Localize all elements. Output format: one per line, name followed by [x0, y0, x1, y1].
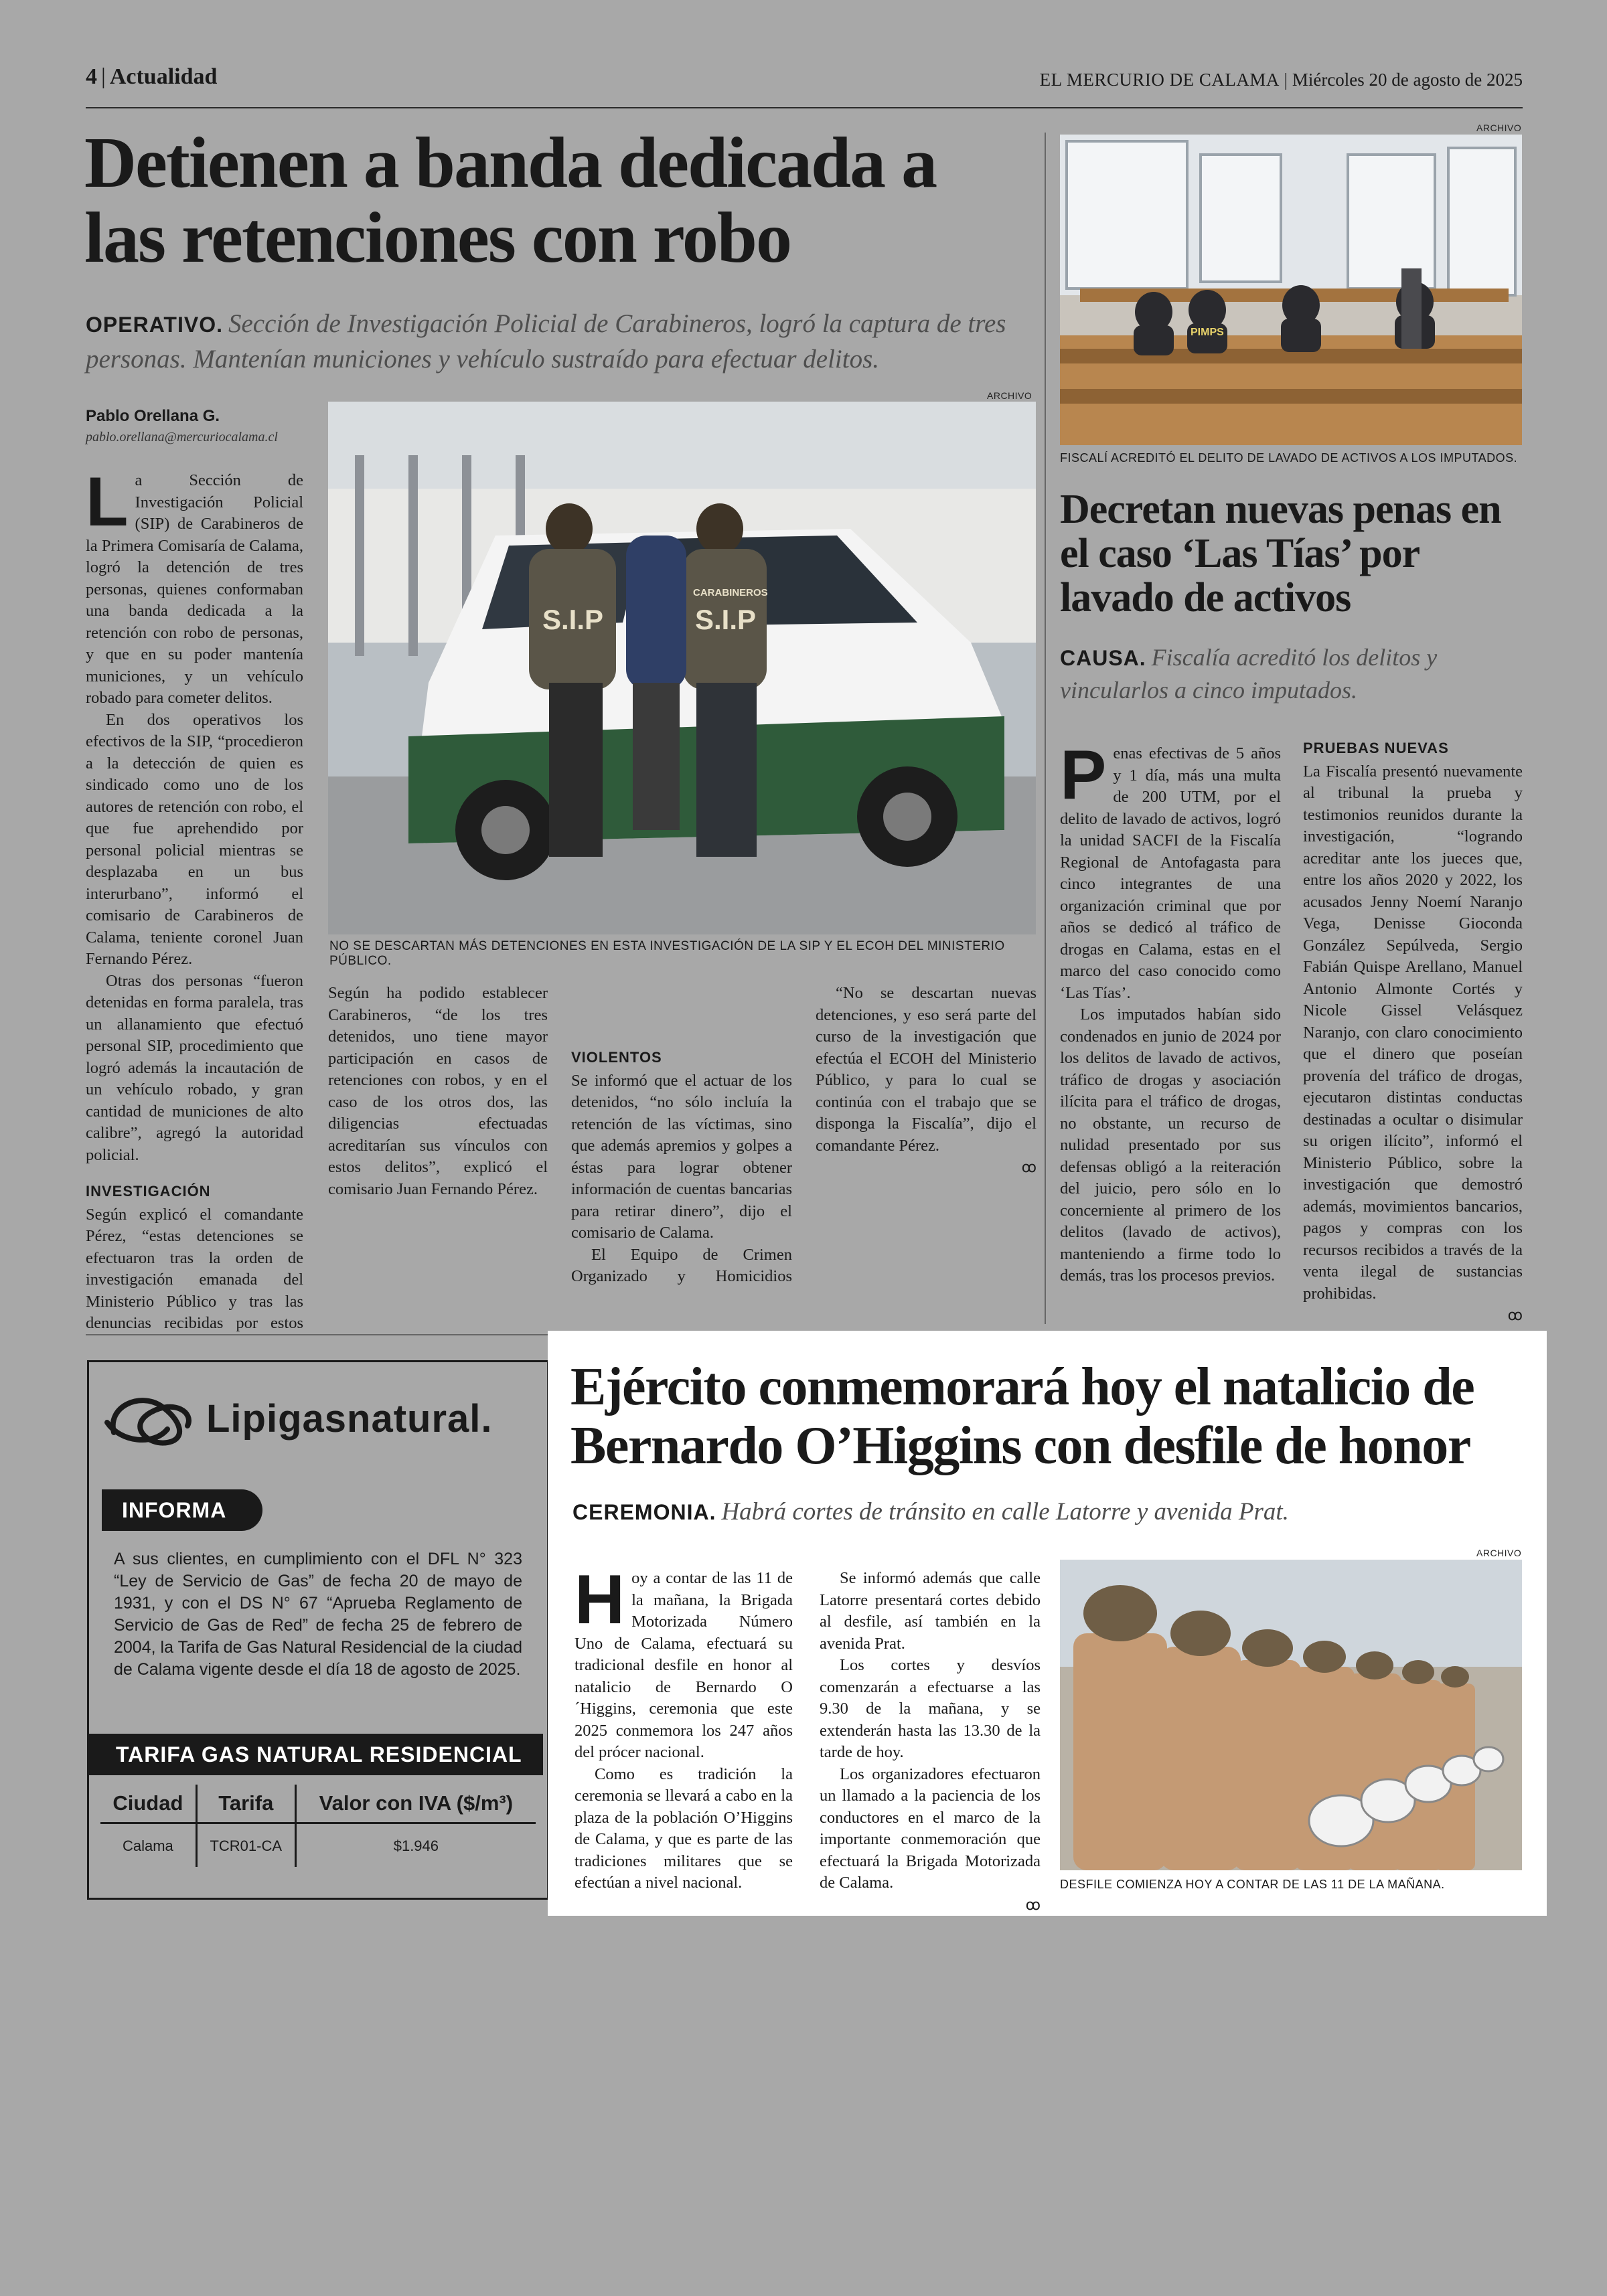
bottom-photo	[1060, 1560, 1522, 1870]
section-name: Actualidad	[109, 64, 218, 89]
side-photo-credit: ARCHIVO	[1476, 122, 1522, 133]
side-deck	[1060, 641, 1522, 706]
tariff-table	[100, 1785, 536, 1867]
bottom-paragraph-1: Hoy a contar de las 11 de la mañana, la Brigada Motorizada Número Uno de Calama, efectuará su tradicional desfile en honor al natalicio de Bernardo O´Higgins, ceremonia que este 2025 conmemora los 247 años del prócer nacional.	[575, 1561, 793, 1761]
main-subhead-investigacion: INVESTIGACIÓN	[86, 1183, 211, 1200]
page-number: 4	[86, 64, 97, 89]
side-photo	[1060, 135, 1522, 445]
issue-date: Miércoles 20 de agosto de 2025	[1292, 70, 1523, 90]
courtroom-photo-illustration	[1060, 135, 1522, 445]
photo-vest-small-label: CARABINEROS	[693, 587, 768, 598]
main-body-col-4	[816, 983, 1037, 1179]
tariff-city-cell: Calama	[122, 1837, 173, 1854]
main-headline: Detienen a banda dedicada a las retenciones con robo	[84, 123, 937, 278]
photo-vest-label: S.I.P	[542, 604, 604, 635]
side-body-col-1	[1060, 736, 1281, 1287]
main-paragraph-4: Según explicó el comandante Pérez, “estas detenciones se efectuaron tras la orden de investigación emanada del Ministerio Público y tras las denuncias recibidas por estos	[86, 1205, 303, 1332]
main-body-col-2	[328, 983, 548, 1200]
main-paragraph-2: En dos operativos los efectivos de la SIP, “procedieron a la detección de quien es sindicado como uno de los autores de retención con robo, el que fue aprehendido por personal policial mientras se desplazaba en un bus interurbano”, informó el comisario de Carabineros de Calama, teniente coronel Juan Fernando Pérez.	[86, 710, 303, 968]
main-subhead-violentos: VIOLENTOS	[571, 1049, 662, 1066]
main-paragraph-1: La Sección de Investigación Policial (SIP) de Carabineros de la Primera Comisaría de Calama, logró la detención de tres personas, quienes conformaban una banda dedicada a la retención con robo de personas, y que en su poder mantenía municiones, y un vehículo robado para cometer delitos.	[86, 463, 303, 707]
main-paragraph-5: Según ha podido establecer Carabineros, “de los tres detenidos, uno tiene mayor participación en casos de retenciones con robos, y en el caso de los otros dos, las diligencias efectuadas acreditarían sus vínculos con estos delitos”, explicó el comisario Juan Fernando Pérez.	[328, 984, 548, 1198]
side-kicker: CAUSA.	[1060, 646, 1146, 670]
tariff-header-rate: Tarifa	[196, 1785, 295, 1823]
main-body-col-3	[571, 983, 792, 1288]
tariff-header-city: Ciudad	[100, 1785, 196, 1823]
main-body-col-1	[86, 463, 303, 1334]
bottom-deck	[572, 1497, 1510, 1528]
side-paragraph-1: Penas efectivas de 5 años y 1 día, más una multa de 200 UTM, por el delito de lavado de activos, logró la unidad SACFI de la Fiscalía Regional de Antofagasta para cinco integrantes de una organización criminal que por años se dedicó al tráfico de drogas en Calama, estas en el marco del caso conocido como ‘Las Tías’.	[1060, 736, 1281, 1002]
side-paragraph-2: Los imputados habían sido condenados en junio de 2024 por los delitos de lavado de activos, tráfico de drogas y asociación ilícita para el tráfico de drogas, no obstante, un recurso de nulidad presentado por sus defensas obligó a la reiteración del juicio, pero sólo en lo concerniente al primero de los delitos (lavado de activos), manteniendo a firme todo lo demás, tras los procesos previos.	[1060, 1005, 1281, 1285]
page-header-section: 4 | Actualidad	[86, 64, 218, 89]
ad-tariff-title: TARIFA GAS NATURAL RESIDENCIAL	[89, 1734, 543, 1775]
bottom-photo-credit: ARCHIVO	[1476, 1548, 1522, 1558]
bottom-body-col-2	[820, 1568, 1041, 1916]
byline-email: pablo.orellana@mercuriocalama.cl	[86, 430, 278, 444]
lipigas-brand: Lipigasnatural.	[206, 1397, 493, 1441]
side-headline: Decretan nuevas penas en el caso ‘Las Tías’ por lavado de activos	[1060, 487, 1501, 621]
side-photo-caption: FISCALÍ ACREDITÓ EL DELITO DE LAVADO DE ACTIVOS A LOS IMPUTADOS.	[1060, 451, 1518, 465]
tariff-value-cell: $1.946	[295, 1823, 536, 1868]
tariff-header-value: Valor con IVA ($/m³)	[295, 1785, 536, 1823]
arrest-photo-illustration	[328, 402, 1036, 934]
column-divider	[1045, 133, 1046, 1324]
bottom-body-col-1	[575, 1561, 793, 1894]
table-row	[100, 1823, 536, 1868]
main-photo-caption: NO SE DESCARTAN MÁS DETENCIONES EN ESTA INVESTIGACIÓN DE LA SIP Y EL ECOH DEL MINISTERIO PÚBLICO.	[329, 939, 1005, 968]
bottom-headline: Ejército conmemorará hoy el natalicio de Bernardo O’Higgins con desfile de honor	[570, 1358, 1474, 1475]
side-body-col-2	[1303, 730, 1523, 1327]
ad-informa-label: INFORMA	[102, 1489, 262, 1531]
bottom-deck-text: Habrá cortes de tránsito en calle Latorre y avenida Prat.	[721, 1498, 1289, 1526]
bottom-dropcap: H	[575, 1561, 625, 1639]
side-subhead: PRUEBAS NUEVAS	[1303, 740, 1449, 756]
main-paragraph-6: Se informó que el actuar de los detenidos, “no sólo incluía la retención de las víctimas, sino que además apremios y golpes a éstas para lograr obtener información de cuentas bancarias para retirar dinero”, dijo el comisario de Calama.	[571, 1071, 792, 1242]
photo-vest-label-2: S.I.P	[695, 604, 757, 635]
main-end-mark: ꝏ	[1021, 1159, 1037, 1175]
tariff-code-cell: TCR01-CA	[196, 1823, 295, 1868]
main-deck	[86, 307, 1043, 377]
main-kicker: OPERATIVO.	[86, 313, 223, 337]
bottom-paragraph-2: Como es tradición la ceremonia se llevará a cabo en la plaza de la población O’Higgins de Calama, y que es parte de las tradiciones militares que se efectúan a nivel nacional.	[575, 1765, 793, 1892]
main-photo-credit: ARCHIVO	[987, 390, 1032, 401]
side-deck-text: Fiscalía acreditó los delitos y vincularlos a cinco imputados.	[1060, 644, 1438, 704]
header-divider	[86, 107, 1523, 108]
bottom-end-mark: ꝏ	[1025, 1896, 1041, 1913]
tariff-table-header	[100, 1785, 536, 1823]
main-photo	[328, 402, 1036, 934]
page-header-paper: EL MERCURIO DE CALAMA | Miércoles 20 de agosto de 2025	[1039, 70, 1523, 90]
byline-name: Pablo Orellana G.	[86, 407, 220, 425]
side-end-mark: ꝏ	[1507, 1307, 1523, 1323]
bottom-paragraph-4: Los cortes y desvíos comenzarán a efectuarse a las 9.30 de la mañana, y se extenderán hasta las 13.30 de la tarde de hoy.	[820, 1656, 1041, 1761]
main-deck-text: Sección de Investigación Policial de Carabineros, logró la captura de tres personas. Mantenían municiones y vehículo sustraído para efectuar delitos.	[86, 309, 1006, 374]
side-paragraph-3: La Fiscalía presentó nuevamente al tribunal la prueba y testimonios reunidos durante la investigación, “logrando acreditar ante los jueces que, entre los años 2020 y 2022, los acusados Jenny Noemí Naranjo Vega, Denisse Gioconda González Sepúlveda, Sergio Fabián Quispe Arellano, Manuel Antonio Almonte Cortés y Nicole Gissel Velásquez Naranjo, con claro conocimiento que el dinero que poseían provenía del tráfico de drogas, ejecutaron distintas conductas destinadas a ocultar o disimular su origen ilícito”, informó el Ministerio Público, sobre la investigación que demostró además, movimientos bancarios, pagos y compras con los recursos recibidos a través de la venta ilegal de sustancias prohibidas.	[1303, 762, 1523, 1303]
newspaper-name: EL MERCURIO DE CALAMA	[1039, 70, 1280, 90]
side-dropcap: P	[1060, 736, 1107, 814]
bottom-paragraph-3: Se informó además que calle Latorre presentará cortes debido al desfile, así también en la avenida Prat.	[820, 1569, 1041, 1653]
bottom-kicker: CEREMONIA.	[572, 1500, 716, 1524]
bottom-photo-caption: DESFILE COMIENZA HOY A CONTAR DE LAS 11 DE LA MAÑANA.	[1060, 1878, 1445, 1891]
parade-photo-illustration	[1060, 1560, 1522, 1870]
main-paragraph-7-start: El Equipo de Crimen Organizado y Homicidios	[571, 1245, 792, 1285]
main-paragraph-3: Otras dos personas “fueron detenidas en forma paralela, tras un allanamiento que efectuó personal SIP, procedimiento que logró además la incautación de un vehículo robado, y gran cantidad de municiones de alto calibre”, agregó la autoridad policial.	[86, 971, 303, 1164]
main-dropcap: L	[86, 463, 129, 541]
ad-notice-text: A sus clientes, en cumplimiento con el DFL N° 323 “Ley de Servicio de Gas” de fecha 20 de mayo de 1931, y con el DS N° 67 “Aprueba Reglamento de Servicio de Gas de Red” de fecha 25 de febrero de 2004, la Tarifa de Gas Natural Residencial de la ciudad de Calama vigente desde el día 18 de agosto de 2025.	[114, 1550, 522, 1679]
lipigas-logo-icon	[100, 1386, 201, 1455]
courtroom-vest-label: PIMPS	[1191, 327, 1224, 338]
main-paragraph-8: “No se descartan nuevas detenciones, y eso será parte del curso de la investigación que efectúa el ECOH del Ministerio Público, y para lo cual se continúa con el trabajo que se disponga la Fiscalía”, dijo el comandante Pérez.	[816, 984, 1037, 1155]
bottom-paragraph-5: Los organizadores efectuaron un llamado a la paciencia de los conductores en el marco de la importante conmemoración que efectuará la Brigada Motorizada de Calama.	[820, 1765, 1041, 1892]
